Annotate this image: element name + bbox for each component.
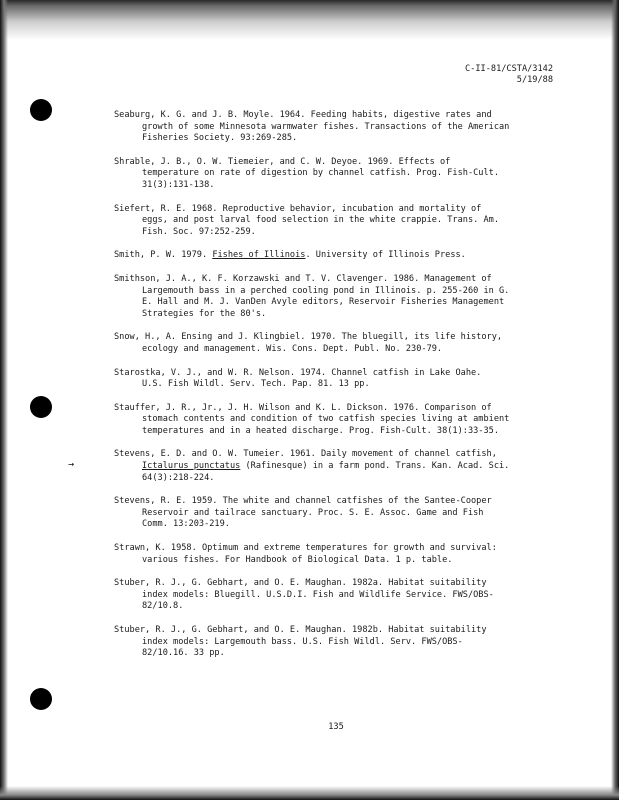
reference-entry: Strawn, K. 1958. Optimum and extreme temperatures for growth and survival: various fishes. For Handbook of Biological Data. 1 p. table. [114,543,497,565]
reference-text: Smith, P. W. 1979. [114,250,213,261]
page-number: 135 [328,722,344,732]
scan-edge-top [0,0,619,40]
reference-entry: Starostka, V. J., and W. R. Nelson. 1974. Channel catfish in Lake Oahe. U.S. Fish Wildl. Serv. Tech. Pap. 81. 13 pp. [114,367,482,390]
reference-entry: Seaburg, K. G. and J. B. Moyle. 1964. Feeding habits, digestive rates and growth of some Minnesota warmwater fishes. Transactions of the American Fisheries Society. 93:269-285. [114,110,510,144]
reference-text: . University of Illinois Press. [305,250,466,261]
margin-arrow-icon: → [68,459,75,470]
reference-text: (Rafinesque) in a farm pond. Trans. Kan. Acad. Sci. 64(3):218-224. [142,461,510,483]
reference-entry: Snow, H., A. Ensing and J. Klingbiel. 1970. The bluegill, its life history, ecology and management. Wis. Cons. Dept. Publ. No. 230-79. [114,332,503,354]
document-header [465,64,553,86]
scan-edge-left [0,0,8,800]
reference-entry [114,449,562,484]
reference-entry: Smithson, J. A., K. F. Korzawski and T. V. Clavenger. 1986. Management of Largemouth bass in a perched cooling pond in Illinois. p. 255-260 in G. E. Hall and M. J. VanDen Avyle editors, Reservoir Fisheries Management Strategies for the 80's. [114,273,510,319]
scan-edge-bottom [0,786,619,800]
punch-hole [30,396,52,418]
punch-hole [30,99,52,121]
scan-edge-right [611,0,619,800]
reference-text: Stevens, E. D. and O. W. Tumeier. 1961. Daily movement of channel catfish, [114,449,497,460]
reference-entry [114,250,562,262]
header-code: C-II-81/CSTA/3142 [465,64,553,74]
reference-list [114,110,562,660]
header-date: 5/19/88 [516,75,553,85]
reference-book-title: Fishes of Illinois [212,250,306,261]
reference-entry: Stuber, R. J., G. Gebhart, and O. E. Maughan. 1982b. Habitat suitability index models: Largemouth bass. U.S. Fish Wildl. Serv. FWS/OBS- 82/10.16. 33 pp. [114,625,487,659]
reference-entry: Shrable, J. B., O. W. Tiemeier, and C. W. Deyoe. 1969. Effects of temperature on rate of digestion by channel catfish. Prog. Fish-Cult. 31(3):131-138. [114,156,499,190]
reference-entry: Stuber, R. J., G. Gebhart, and O. E. Maughan. 1982a. Habitat suitability index models: Bluegill. U.S.D.I. Fish and Wildlife Service. FWS/OBS- 82/10.8. [114,578,494,612]
punch-hole [30,688,52,710]
reference-entry: Stauffer, J. R., Jr., J. H. Wilson and K. L. Dickson. 1976. Comparison of stomach contents and condition of two catfish species living at ambient temperatures and in a heated discharge. Prog. Fish-Cult. 38(1):33-35. [114,402,510,436]
reference-species-name: Ictalurus punctatus [142,461,241,472]
reference-entry: Siefert, R. E. 1968. Reproductive behavior, incubation and mortality of eggs, and post larval food selection in the white crappie. Trans. Am. Fish. Soc. 97:252-259. [114,203,499,237]
reference-entry: Stevens, R. E. 1959. The white and channel catfishes of the Santee-Cooper Reservoir and tailrace sanctuary. Proc. S. E. Assoc. Game and Fish Comm. 13:203-219. [114,496,492,530]
